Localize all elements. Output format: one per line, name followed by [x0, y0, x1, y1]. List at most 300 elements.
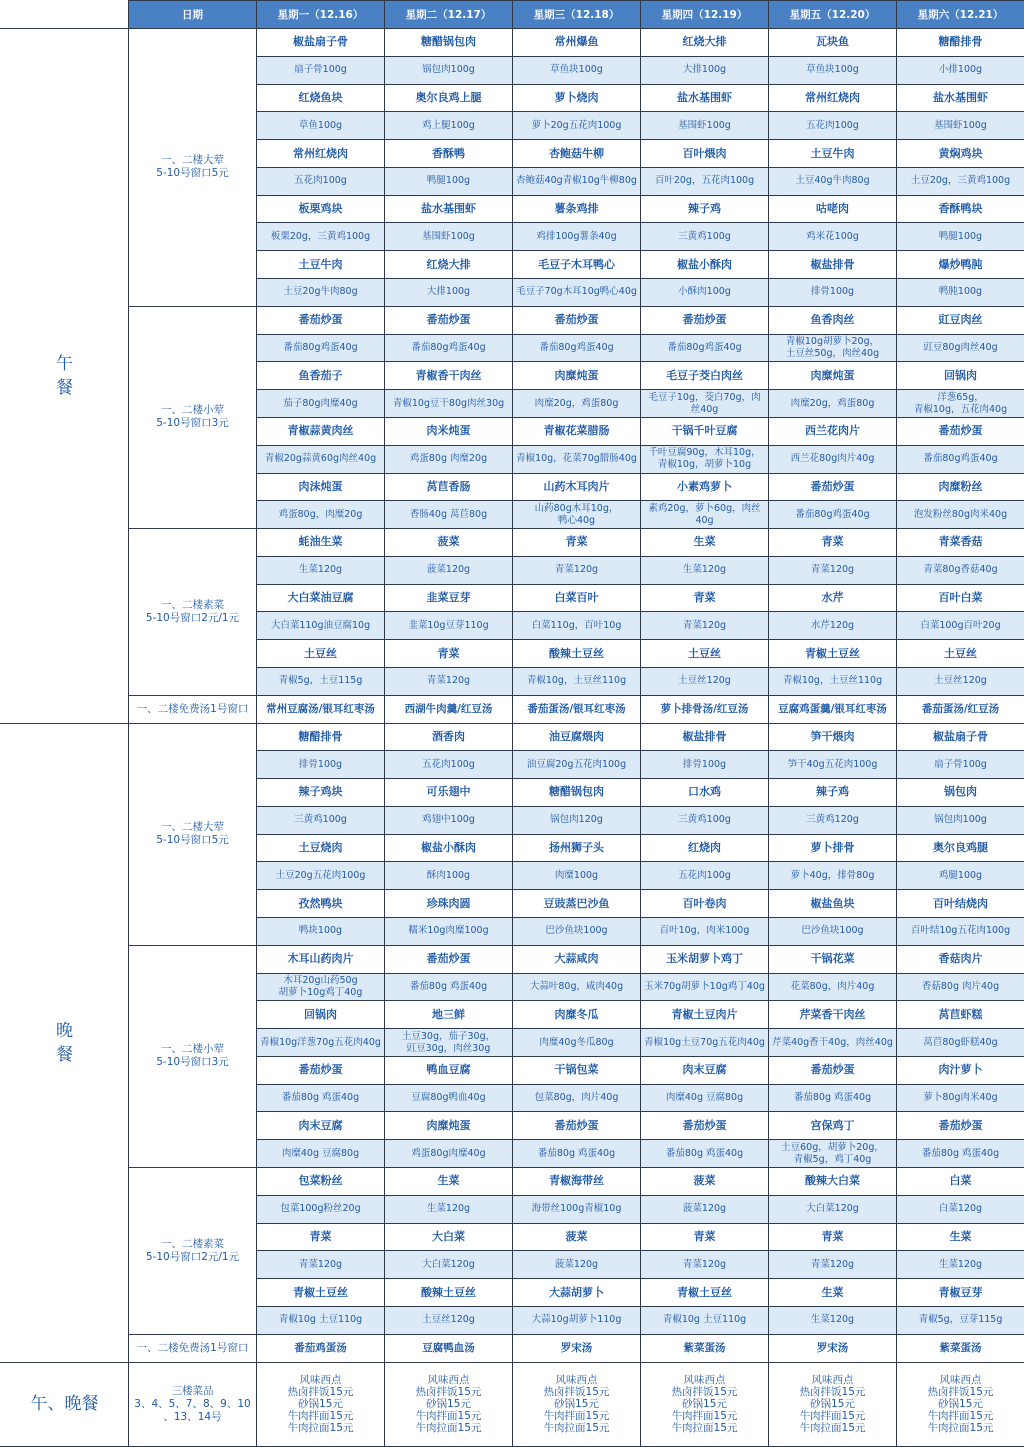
dinner-detail-tue: 生菜120g — [385, 1195, 513, 1223]
lunch-dish-wed: 番茄炒蛋 — [513, 306, 641, 334]
lunch-detail-wed: 毛豆子70g木耳10g鸭心40g — [513, 279, 641, 307]
lunch-dish-mon: 土豆牛肉 — [257, 251, 385, 279]
dinner-detail-sat: 青椒5g，豆芽115g — [897, 1306, 1024, 1334]
dinner-detail-mon: 青椒10g 土豆110g — [257, 1306, 385, 1334]
dinner-detail-mon: 番茄80g 鸡蛋40g — [257, 1084, 385, 1112]
lunch-detail-wed: 青椒10g，土豆丝110g — [513, 667, 641, 695]
lunch-dish-wed: 常州爆鱼 — [513, 29, 641, 57]
dinner-dish-row — [1, 1168, 1024, 1196]
dinner-dish-fri: 青菜 — [769, 1223, 897, 1251]
lunch-soup-sat: 番茄蛋汤/红豆汤 — [897, 695, 1024, 723]
lunch-detail-fri: 五花肉100g — [769, 112, 897, 140]
dinner-detail-sat: 百叶结10g五花肉100g — [897, 918, 1024, 946]
lunch-detail-tue: 基围虾100g — [385, 223, 513, 251]
dinner-detail-thu: 玉米70g胡萝卜10g鸡丁40g — [641, 973, 769, 1001]
dinner-detail-wed: 番茄80g 鸡蛋40g — [513, 1140, 641, 1168]
lunch-dish-tue: 红烧大排 — [385, 251, 513, 279]
dinner-detail-fri: 番茄80g 鸡蛋40g — [769, 1084, 897, 1112]
lunch-detail-sat: 番茄80g鸡蛋40g — [897, 445, 1024, 473]
header-day-tue: 星期二（12.17） — [385, 1, 513, 29]
lunch-detail-sat: 洋葱65g， 青椒10g，五花肉40g — [897, 390, 1024, 418]
dinner-dish-thu: 青椒土豆肉片 — [641, 1001, 769, 1029]
lunch-dish-fri: 番茄炒蛋 — [769, 473, 897, 501]
lunch-dish-wed: 杏鲍菇牛柳 — [513, 140, 641, 168]
lunch-detail-fri: 草鱼块100g — [769, 56, 897, 84]
dinner-dish-tue: 肉糜炖蛋 — [385, 1112, 513, 1140]
lunch-dish-tue: 肉米炖蛋 — [385, 417, 513, 445]
lunch-detail-thu: 生菜120g — [641, 556, 769, 584]
dinner-section-label: 一、二楼大荤 5-10号窗口5元 — [129, 723, 257, 945]
lunch-detail-fri: 肉糜20g，鸡蛋80g — [769, 390, 897, 418]
dinner-dish-mon: 孜然鸭块 — [257, 890, 385, 918]
lunch-dish-tue: 香酥鸭 — [385, 140, 513, 168]
lunch-dish-sat: 百叶白菜 — [897, 584, 1024, 612]
dinner-detail-mon: 排骨100g — [257, 751, 385, 779]
lunch-dish-sat: 盐水基围虾 — [897, 84, 1024, 112]
dinner-detail-thu: 青椒10g土豆70g五花肉40g — [641, 1029, 769, 1057]
lunch-section-label: 一、二楼素菜 5-10号窗口2元/1元 — [129, 529, 257, 696]
lunch-dish-fri: 西兰花肉片 — [769, 417, 897, 445]
dinner-detail-thu: 百叶10g，肉米100g — [641, 918, 769, 946]
dinner-dish-mon: 包菜粉丝 — [257, 1168, 385, 1196]
lunch-detail-thu: 土豆丝120g — [641, 667, 769, 695]
lunch-dish-tue: 莴苣香肠 — [385, 473, 513, 501]
lunch-detail-wed: 山药80g木耳10g， 鸭心40g — [513, 501, 641, 529]
lunch-dish-fri: 椒盐排骨 — [769, 251, 897, 279]
lunch-detail-sat: 泡发粉丝80g肉米40g — [897, 501, 1024, 529]
lunch-dish-tue: 青菜 — [385, 640, 513, 668]
lunch-detail-tue: 锅包肉100g — [385, 56, 513, 84]
lunch-dish-fri: 常州红烧肉 — [769, 84, 897, 112]
lunch-dish-thu: 番茄炒蛋 — [641, 306, 769, 334]
lunch-detail-mon: 草鱼100g — [257, 112, 385, 140]
lunch-dish-mon: 鱼香茄子 — [257, 362, 385, 390]
lunch-detail-sat: 土豆丝120g — [897, 667, 1024, 695]
lunch-dish-mon: 番茄炒蛋 — [257, 306, 385, 334]
meal-label-char: 餐 — [56, 377, 73, 398]
lunch-dish-mon: 蚝油生菜 — [257, 529, 385, 557]
lunch-dish-mon: 肉沫炖蛋 — [257, 473, 385, 501]
lunch-dish-tue: 韭菜豆芽 — [385, 584, 513, 612]
special-item-mon: 风味西点 热卤拌饭15元 砂锅15元 牛肉拌面15元 牛肉拉面15元 — [257, 1362, 385, 1447]
dinner-dish-thu: 肉末豆腐 — [641, 1056, 769, 1084]
lunch-dish-wed: 薯条鸡排 — [513, 195, 641, 223]
dinner-detail-wed: 菠菜120g — [513, 1251, 641, 1279]
dinner-detail-tue: 酥肉100g — [385, 862, 513, 890]
lunch-detail-sat: 土豆20g，三黄鸡100g — [897, 167, 1024, 195]
lunch-section-label: 一、二楼大荤 5-10号窗口5元 — [129, 29, 257, 307]
dinner-detail-mon: 青菜120g — [257, 1251, 385, 1279]
dinner-detail-tue: 土豆30g，茄子30g， 豇豆30g，肉丝30g — [385, 1029, 513, 1057]
lunch-detail-fri: 青椒10g胡萝卜20g， 土豆丝50g，肉丝40g — [769, 334, 897, 362]
dinner-dish-fri: 番茄炒蛋 — [769, 1056, 897, 1084]
lunch-dish-fri: 瓦块鱼 — [769, 29, 897, 57]
lunch-detail-thu: 素鸡20g，萝卜60g，肉丝 40g — [641, 501, 769, 529]
lunch-dish-sat: 番茄炒蛋 — [897, 417, 1024, 445]
header-date: 日期 — [129, 1, 257, 29]
dinner-detail-wed: 肉糜40g冬瓜80g — [513, 1029, 641, 1057]
lunch-detail-tue: 鸡蛋80g 肉糜20g — [385, 445, 513, 473]
dinner-dish-wed: 扬州狮子头 — [513, 834, 641, 862]
lunch-detail-wed: 青椒10g，花菜70g腊肠40g — [513, 445, 641, 473]
dinner-detail-tue: 糯米10g肉糜100g — [385, 918, 513, 946]
lunch-dish-sat: 土豆丝 — [897, 640, 1024, 668]
lunch-detail-tue: 香肠40g 莴苣80g — [385, 501, 513, 529]
dinner-dish-tue: 大白菜 — [385, 1223, 513, 1251]
lunch-detail-thu: 基围虾100g — [641, 112, 769, 140]
dinner-dish-thu: 青菜 — [641, 1223, 769, 1251]
lunch-detail-fri: 鸡米花100g — [769, 223, 897, 251]
lunch-detail-mon: 扇子骨100g — [257, 56, 385, 84]
lunch-dish-tue: 番茄炒蛋 — [385, 306, 513, 334]
lunch-detail-fri: 番茄80g鸡蛋40g — [769, 501, 897, 529]
lunch-dish-wed: 青椒花菜腊肠 — [513, 417, 641, 445]
lunch-dish-wed: 萝卜烧肉 — [513, 84, 641, 112]
lunch-section-label: 一、二楼小荤 5-10号窗口3元 — [129, 306, 257, 528]
lunch-dish-wed: 青菜 — [513, 529, 641, 557]
lunch-dish-mon: 大白菜油豆腐 — [257, 584, 385, 612]
dinner-dish-thu: 菠菜 — [641, 1168, 769, 1196]
lunch-detail-thu: 青菜120g — [641, 612, 769, 640]
dinner-soup-tue: 豆腐鸭血汤 — [385, 1334, 513, 1362]
lunch-dish-fri: 咕咾肉 — [769, 195, 897, 223]
menu-body — [1, 29, 1024, 1447]
lunch-detail-mon: 板栗20g，三黄鸡100g — [257, 223, 385, 251]
lunch-detail-tue: 番茄80g鸡蛋40g — [385, 334, 513, 362]
dinner-detail-fri: 青菜120g — [769, 1251, 897, 1279]
lunch-detail-fri: 西兰花80g肉片40g — [769, 445, 897, 473]
dinner-dish-tue: 珍珠肉圆 — [385, 890, 513, 918]
dinner-dish-thu: 百叶卷肉 — [641, 890, 769, 918]
header-day-wed: 星期三（12.18） — [513, 1, 641, 29]
lunch-detail-mon: 茄子80g肉糜40g — [257, 390, 385, 418]
lunch-dish-sat: 黄焖鸡块 — [897, 140, 1024, 168]
dinner-detail-sat: 鸡腿100g — [897, 862, 1024, 890]
dinner-dish-thu: 青椒土豆丝 — [641, 1279, 769, 1307]
dinner-detail-wed: 巴沙鱼块100g — [513, 918, 641, 946]
lunch-detail-sat: 豇豆80g肉丝40g — [897, 334, 1024, 362]
dinner-soup-mon: 番茄鸡蛋汤 — [257, 1334, 385, 1362]
dinner-detail-thu: 五花肉100g — [641, 862, 769, 890]
lunch-detail-mon: 生菜120g — [257, 556, 385, 584]
lunch-dish-wed: 肉糜炖蛋 — [513, 362, 641, 390]
dinner-soup-sat: 紫菜蛋汤 — [897, 1334, 1024, 1362]
lunch-detail-wed: 杏鲍菇40g青椒10g牛柳80g — [513, 167, 641, 195]
lunch-dish-fri: 青椒土豆丝 — [769, 640, 897, 668]
lunch-detail-mon: 青椒20g蒜黄60g肉丝40g — [257, 445, 385, 473]
lunch-dish-wed: 毛豆子木耳鸭心 — [513, 251, 641, 279]
lunch-detail-wed: 草鱼块100g — [513, 56, 641, 84]
lunch-dish-mon: 常州红烧肉 — [257, 140, 385, 168]
lunch-dish-sat: 青菜香菇 — [897, 529, 1024, 557]
dinner-dish-sat: 香菇肉片 — [897, 945, 1024, 973]
lunch-detail-sat: 鸭腿100g — [897, 223, 1024, 251]
lunch-soup-label: 一、二楼免费汤1号窗口 — [129, 695, 257, 723]
dinner-detail-fri: 三黄鸡120g — [769, 806, 897, 834]
dinner-dish-thu: 红烧肉 — [641, 834, 769, 862]
special-section-label: 三楼菜品 3、4、5、7、8、9、10 、13、14号 — [129, 1362, 257, 1447]
special-row — [1, 1362, 1024, 1447]
dinner-detail-fri: 芹菜40g香干40g，肉丝40g — [769, 1029, 897, 1057]
dinner-dish-tue: 酸辣土豆丝 — [385, 1279, 513, 1307]
dinner-dish-sat: 莴苣虾糕 — [897, 1001, 1024, 1029]
dinner-section-label: 一、二楼素菜 5-10号窗口2元/1元 — [129, 1168, 257, 1335]
lunch-detail-tue: 鸭腿100g — [385, 167, 513, 195]
lunch-detail-tue: 大排100g — [385, 279, 513, 307]
dinner-dish-wed: 糖醋锅包肉 — [513, 779, 641, 807]
lunch-dish-row — [1, 29, 1024, 57]
lunch-detail-sat: 小排100g — [897, 56, 1024, 84]
dinner-dish-fri: 生菜 — [769, 1279, 897, 1307]
lunch-detail-mon: 青椒5g，土豆115g — [257, 667, 385, 695]
dinner-dish-sat: 椒盐扇子骨 — [897, 723, 1024, 751]
dinner-dish-mon: 肉末豆腐 — [257, 1112, 385, 1140]
lunch-dish-tue: 盐水基围虾 — [385, 195, 513, 223]
lunch-detail-thu: 小酥肉100g — [641, 279, 769, 307]
dinner-detail-wed: 包菜80g，肉片40g — [513, 1084, 641, 1112]
lunch-dish-thu: 辣子鸡 — [641, 195, 769, 223]
lunch-dish-sat: 肉糜粉丝 — [897, 473, 1024, 501]
dinner-dish-row — [1, 723, 1024, 751]
dinner-dish-wed: 肉糜冬瓜 — [513, 1001, 641, 1029]
dinner-dish-thu: 口水鸡 — [641, 779, 769, 807]
dinner-detail-thu: 菠菜120g — [641, 1195, 769, 1223]
lunch-dish-thu: 小素鸡萝卜 — [641, 473, 769, 501]
lunch-detail-thu: 毛豆子10g，茭白70g，肉 丝40g — [641, 390, 769, 418]
dinner-dish-fri: 芹菜香干肉丝 — [769, 1001, 897, 1029]
dinner-dish-wed: 油豆腐煨肉 — [513, 723, 641, 751]
lunch-detail-thu: 番茄80g鸡蛋40g — [641, 334, 769, 362]
dinner-detail-tue: 土豆丝120g — [385, 1306, 513, 1334]
meal-label-char: 午 — [56, 353, 73, 374]
lunch-dish-fri: 肉糜炖蛋 — [769, 362, 897, 390]
lunch-detail-fri: 排骨100g — [769, 279, 897, 307]
lunch-detail-mon: 土豆20g牛肉80g — [257, 279, 385, 307]
lunch-dish-sat: 回锅肉 — [897, 362, 1024, 390]
lunch-detail-wed: 白菜110g，百叶10g — [513, 612, 641, 640]
dinner-detail-thu: 排骨100g — [641, 751, 769, 779]
lunch-meal-label — [1, 29, 129, 724]
lunch-dish-fri: 青菜 — [769, 529, 897, 557]
dinner-detail-wed: 大蒜叶80g，咸肉40g — [513, 973, 641, 1001]
dinner-detail-mon: 木耳20g山药50g 胡萝卜10g鸡丁40g — [257, 973, 385, 1001]
lunch-dish-tue: 糖醋锅包肉 — [385, 29, 513, 57]
dinner-detail-fri: 大白菜120g — [769, 1195, 897, 1223]
dinner-dish-tue: 生菜 — [385, 1168, 513, 1196]
meal-label-char: 晚 — [56, 1020, 73, 1041]
lunch-soup-row — [1, 695, 1024, 723]
dinner-dish-wed: 番茄炒蛋 — [513, 1112, 641, 1140]
dinner-dish-fri: 萝卜排骨 — [769, 834, 897, 862]
dinner-dish-mon: 番茄炒蛋 — [257, 1056, 385, 1084]
dinner-detail-mon: 肉糜40g 豆腐80g — [257, 1140, 385, 1168]
lunch-detail-fri: 水芹120g — [769, 612, 897, 640]
lunch-dish-thu: 生菜 — [641, 529, 769, 557]
dinner-detail-tue: 番茄80g 鸡蛋40g — [385, 973, 513, 1001]
dinner-detail-sat: 莴苣80g虾糕40g — [897, 1029, 1024, 1057]
header-day-sat: 星期六（12.21） — [897, 1, 1024, 29]
dinner-detail-wed: 大蒜10g胡萝卜110g — [513, 1306, 641, 1334]
lunch-detail-tue: 菠菜120g — [385, 556, 513, 584]
dinner-dish-sat: 番茄炒蛋 — [897, 1112, 1024, 1140]
dinner-detail-fri: 生菜120g — [769, 1306, 897, 1334]
dinner-dish-wed: 豆豉蒸巴沙鱼 — [513, 890, 641, 918]
dinner-detail-thu: 肉糜40g 豆腐80g — [641, 1084, 769, 1112]
lunch-soup-tue: 西湖牛肉羹/红豆汤 — [385, 695, 513, 723]
dinner-soup-label: 一、二楼免费汤1号窗口 — [129, 1334, 257, 1362]
lunch-dish-tue: 菠菜 — [385, 529, 513, 557]
dinner-detail-fri: 萝卜40g，排骨80g — [769, 862, 897, 890]
dinner-detail-mon: 鸭块100g — [257, 918, 385, 946]
dinner-detail-mon: 三黄鸡100g — [257, 806, 385, 834]
dinner-detail-wed: 油豆腐20g五花肉100g — [513, 751, 641, 779]
dinner-dish-sat: 白菜 — [897, 1168, 1024, 1196]
dinner-meal-label — [1, 723, 129, 1362]
lunch-soup-mon: 常州豆腐汤/银耳红枣汤 — [257, 695, 385, 723]
lunch-dish-mon: 板栗鸡块 — [257, 195, 385, 223]
dinner-dish-fri: 辣子鸡 — [769, 779, 897, 807]
lunch-detail-tue: 青菜120g — [385, 667, 513, 695]
lunch-dish-row — [1, 306, 1024, 334]
lunch-dish-thu: 红烧大排 — [641, 29, 769, 57]
lunch-dish-wed: 酸辣土豆丝 — [513, 640, 641, 668]
lunch-dish-mon: 红烧鱼块 — [257, 84, 385, 112]
dinner-dish-sat: 锅包肉 — [897, 779, 1024, 807]
dinner-dish-thu: 玉米胡萝卜鸡丁 — [641, 945, 769, 973]
dinner-detail-mon: 青椒10g洋葱70g五花肉40g — [257, 1029, 385, 1057]
dinner-soup-row — [1, 1334, 1024, 1362]
dinner-detail-tue: 豆腐80g鸭血40g — [385, 1084, 513, 1112]
dinner-dish-thu: 番茄炒蛋 — [641, 1112, 769, 1140]
dinner-soup-thu: 紫菜蛋汤 — [641, 1334, 769, 1362]
dinner-dish-tue: 番茄炒蛋 — [385, 945, 513, 973]
dinner-dish-row — [1, 945, 1024, 973]
dinner-detail-tue: 大白菜120g — [385, 1251, 513, 1279]
dinner-detail-tue: 鸡蛋80g肉糜40g — [385, 1140, 513, 1168]
dinner-detail-wed: 海带丝100g青椒10g — [513, 1195, 641, 1223]
lunch-detail-tue: 韭菜10g豆芽110g — [385, 612, 513, 640]
dinner-dish-fri: 酸辣大白菜 — [769, 1168, 897, 1196]
lunch-detail-mon: 五花肉100g — [257, 167, 385, 195]
lunch-dish-thu: 毛豆子茭白肉丝 — [641, 362, 769, 390]
dinner-detail-fri: 巴沙鱼块100g — [769, 918, 897, 946]
special-item-wed: 风味西点 热卤拌饭15元 砂锅15元 牛肉拌面15元 牛肉拉面15元 — [513, 1362, 641, 1447]
dinner-dish-mon: 糖醋排骨 — [257, 723, 385, 751]
lunch-dish-row — [1, 529, 1024, 557]
lunch-detail-wed: 萝卜20g五花肉100g — [513, 112, 641, 140]
lunch-detail-sat: 青菜80g香菇40g — [897, 556, 1024, 584]
lunch-dish-tue: 青椒香干肉丝 — [385, 362, 513, 390]
lunch-dish-sat: 糖醋排骨 — [897, 29, 1024, 57]
dinner-dish-sat: 肉汁萝卜 — [897, 1056, 1024, 1084]
dinner-dish-thu: 椒盐排骨 — [641, 723, 769, 751]
lunch-detail-thu: 千叶豆腐90g，木耳10g， 青椒10g，胡萝卜10g — [641, 445, 769, 473]
dinner-section-label: 一、二楼小荤 5-10号窗口3元 — [129, 945, 257, 1167]
lunch-dish-wed: 山药木耳肉片 — [513, 473, 641, 501]
dinner-detail-wed: 锅包肉120g — [513, 806, 641, 834]
special-item-sat: 风味西点 热卤拌饭15元 砂锅15元 牛肉拌面15元 牛肉拉面15元 — [897, 1362, 1024, 1447]
lunch-dish-sat: 香酥鸭块 — [897, 195, 1024, 223]
special-item-thu: 风味西点 热卤拌饭15元 砂锅15元 牛肉拌面15元 牛肉拉面15元 — [641, 1362, 769, 1447]
dinner-detail-wed: 肉糜100g — [513, 862, 641, 890]
dinner-dish-wed: 菠菜 — [513, 1223, 641, 1251]
dinner-dish-wed: 干锅包菜 — [513, 1056, 641, 1084]
lunch-detail-thu: 三黄鸡100g — [641, 223, 769, 251]
dinner-detail-thu: 三黄鸡100g — [641, 806, 769, 834]
lunch-detail-wed: 番茄80g鸡蛋40g — [513, 334, 641, 362]
dinner-detail-sat: 锅包肉100g — [897, 806, 1024, 834]
lunch-detail-wed: 鸡排100g薯条40g — [513, 223, 641, 251]
lunch-dish-thu: 盐水基围虾 — [641, 84, 769, 112]
lunch-dish-sat: 爆炒鸭肫 — [897, 251, 1024, 279]
lunch-dish-fri: 水芹 — [769, 584, 897, 612]
lunch-detail-thu: 百叶20g，五花肉100g — [641, 167, 769, 195]
dinner-dish-tue: 酒香肉 — [385, 723, 513, 751]
lunch-soup-fri: 豆腐鸡蛋羹/银耳红枣汤 — [769, 695, 897, 723]
dinner-dish-mon: 青菜 — [257, 1223, 385, 1251]
dinner-dish-wed: 大蒜胡萝卜 — [513, 1279, 641, 1307]
dinner-dish-wed: 青椒海带丝 — [513, 1168, 641, 1196]
lunch-dish-thu: 百叶煨肉 — [641, 140, 769, 168]
lunch-dish-wed: 白菜百叶 — [513, 584, 641, 612]
lunch-detail-tue: 青椒10g豆干80g肉丝30g — [385, 390, 513, 418]
lunch-soup-wed: 番茄蛋汤/银耳红枣汤 — [513, 695, 641, 723]
lunch-soup-thu: 萝卜排骨汤/红豆汤 — [641, 695, 769, 723]
dinner-soup-wed: 罗宋汤 — [513, 1334, 641, 1362]
dinner-detail-sat: 萝卜80g肉米40g — [897, 1084, 1024, 1112]
special-meal-label: 午、晚餐 — [1, 1362, 129, 1447]
dinner-dish-wed: 大蒜咸肉 — [513, 945, 641, 973]
header-day-mon: 星期一（12.16） — [257, 1, 385, 29]
dinner-detail-tue: 五花肉100g — [385, 751, 513, 779]
dinner-detail-sat: 生菜120g — [897, 1251, 1024, 1279]
lunch-dish-tue: 奥尔良鸡上腿 — [385, 84, 513, 112]
dinner-detail-fri: 土豆60g，胡萝卜20g， 青椒5g，鸡丁40g — [769, 1140, 897, 1168]
dinner-dish-tue: 地三鲜 — [385, 1001, 513, 1029]
lunch-detail-fri: 青菜120g — [769, 556, 897, 584]
dinner-detail-thu: 青椒10g 土豆110g — [641, 1306, 769, 1334]
dinner-dish-mon: 辣子鸡块 — [257, 779, 385, 807]
lunch-dish-fri: 鱼香肉丝 — [769, 306, 897, 334]
dinner-dish-mon: 土豆烧肉 — [257, 834, 385, 862]
dinner-dish-fri: 干锅花菜 — [769, 945, 897, 973]
dinner-dish-tue: 鸭血豆腐 — [385, 1056, 513, 1084]
header-day-thu: 星期四（12.19） — [641, 1, 769, 29]
dinner-detail-mon: 土豆20g五花肉100g — [257, 862, 385, 890]
header-day-fri: 星期五（12.20） — [769, 1, 897, 29]
lunch-detail-mon: 鸡蛋80g，肉糜20g — [257, 501, 385, 529]
lunch-dish-mon: 椒盐扇子骨 — [257, 29, 385, 57]
dinner-dish-fri: 笋干煨肉 — [769, 723, 897, 751]
lunch-detail-sat: 白菜100g百叶20g — [897, 612, 1024, 640]
lunch-dish-fri: 土豆牛肉 — [769, 140, 897, 168]
lunch-detail-tue: 鸡上腿100g — [385, 112, 513, 140]
dinner-dish-fri: 椒盐鱼块 — [769, 890, 897, 918]
dinner-detail-fri: 花菜80g，肉片40g — [769, 973, 897, 1001]
dinner-dish-tue: 椒盐小酥肉 — [385, 834, 513, 862]
lunch-dish-thu: 土豆丝 — [641, 640, 769, 668]
lunch-detail-fri: 土豆40g牛肉80g — [769, 167, 897, 195]
dinner-dish-sat: 百叶结烧肉 — [897, 890, 1024, 918]
special-item-fri: 风味西点 热卤拌饭15元 砂锅15元 牛肉拌面15元 牛肉拉面15元 — [769, 1362, 897, 1447]
header-corner — [1, 1, 129, 29]
lunch-dish-sat: 豇豆肉丝 — [897, 306, 1024, 334]
dinner-detail-sat: 香菇80g 肉片40g — [897, 973, 1024, 1001]
dinner-soup-fri: 罗宋汤 — [769, 1334, 897, 1362]
lunch-dish-thu: 干锅千叶豆腐 — [641, 417, 769, 445]
lunch-detail-wed: 青菜120g — [513, 556, 641, 584]
dinner-dish-mon: 回锅肉 — [257, 1001, 385, 1029]
